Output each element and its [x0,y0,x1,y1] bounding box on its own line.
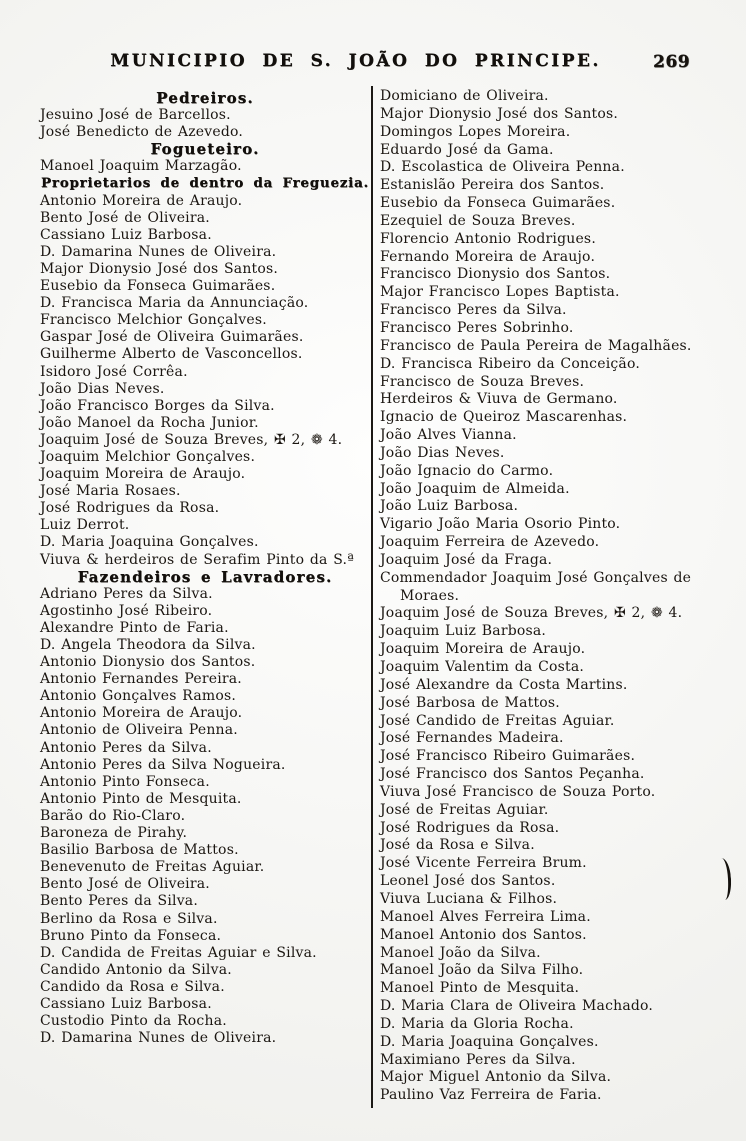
list-entry: Candido Antonio da Silva. [40,961,232,978]
list-entry: Antonio Peres da Silva Nogueira. [40,756,286,773]
page-title: MUNICIPIO DE S. JOÃO DO PRINCIPE. [110,51,601,71]
list-entry: D. Angela Theodora da Silva. [40,637,256,653]
list-entry: Joaquim Moreira de Araujo. [40,466,246,483]
list-entry: Eusebio da Fonseca Guimarães. [40,278,276,295]
list-entry: João Alves Vianna. [380,427,517,444]
list-entry: João Joaquim de Almeida. [380,480,570,497]
list-entry: João Ignacio do Carmo. [380,462,554,479]
list-entry: Eusebio da Fonseca Guimarães. [380,195,616,212]
list-entry: Bento José de Oliveira. [40,209,210,226]
ink-smudge-mark [718,858,732,901]
list-entry: D. Escolastica de Oliveira Penna. [380,159,625,176]
list-entry: Agostinho José Ribeiro. [40,602,213,619]
list-entry: Vigario João Maria Osorio Pinto. [380,516,621,533]
list-entry: Joaquim José da Fraga. [380,551,553,568]
list-entry: Major Dionysio José dos Santos. [380,105,619,122]
list-entry: Custodio Pinto da Rocha. [40,1013,227,1030]
list-entry: Candido da Rosa e Silva. [40,978,225,995]
list-entry: José Fernandes Madeira. [380,730,564,747]
list-entry: João Manoel da Rocha Junior. [40,414,259,431]
list-entry: D. Damarina Nunes de Oliveira. [40,1030,277,1047]
list-entry: Manoel Pinto de Mesquita. [380,980,580,997]
list-entry: D. Maria da Gloria Rocha. [380,1015,574,1032]
list-entry: José Barbosa de Mattos. [380,694,560,711]
list-entry: Antonio Gonçalves Ramos. [40,688,237,705]
list-entry: Major Miguel Antonio da Silva. [380,1069,612,1086]
list-entry: Francisco Melchior Gonçalves. [40,312,267,329]
page-number: 269 [653,52,690,72]
list-entry: Antonio de Oliveira Penna. [40,722,238,739]
list-entry: Bento Peres da Silva. [40,893,198,910]
list-entry: Francisco Peres da Silva. [380,302,567,319]
list-entry: Cassiano Luiz Barbosa. [40,995,212,1012]
list-entry: Ezequiel de Souza Breves. [380,212,576,229]
list-entry: Jesuino José de Barcellos. [40,107,231,124]
list-entry: Paulino Vaz Ferreira de Faria. [380,1087,602,1104]
list-entry: José Vicente Ferreira Brum. [380,855,587,872]
list-entry: Francisco Dionysio dos Santos. [380,266,611,283]
list-entry: Major Dionysio José dos Santos. [40,260,279,277]
list-entry: Commendador Joaquim José Gonçalves de Moraes. [380,569,692,604]
list-entry: Luiz Derrot. [40,517,130,534]
list-entry: Manoel Alves Ferreira Lima. [380,908,591,925]
list-entry: Bruno Pinto da Fonseca. [40,927,222,944]
list-entry: Isidoro José Corrêa. [40,363,188,380]
list-entry: José de Freitas Aguiar. [380,801,549,818]
list-entry: Antonio Pinto de Mesquita. [40,790,242,807]
list-entry: Francisco Peres Sobrinho. [380,319,574,336]
list-entry: Manoel Antonio dos Santos. [380,926,587,943]
column-divider-rule [371,86,373,1108]
list-entry: Antonio Pinto Fonseca. [40,773,210,790]
list-entry: Joaquim José de Souza Breves, ✠ 2, ❁ 4. [380,605,683,622]
list-entry: José Alexandre da Costa Martins. [380,676,628,693]
list-entry: Joaquim Valentim da Costa. [380,659,585,675]
list-entry: Baroneza de Pirahy. [40,825,188,842]
list-entry: Francisco de Paula Pereira de Magalhães. [380,337,692,354]
list-entry: Major Francisco Lopes Baptista. [380,284,620,301]
list-entry: José Francisco Ribeiro Guimarães. [380,748,636,765]
list-entry: Leonel José dos Santos. [380,873,556,890]
list-entry: Manoel João da Silva Filho. [380,962,584,979]
list-entry: D. Maria Joaquina Gonçalves. [380,1033,599,1050]
list-entry: Domingos Lopes Moreira. [380,123,571,140]
list-entry: Cassiano Luiz Barbosa. [40,226,212,243]
list-entry: José Candido de Freitas Aguiar. [380,712,615,729]
list-entry: D. Maria Joaquina Gonçalves. [40,534,259,551]
list-entry: Joaquim Melchior Gonçalves. [40,448,256,465]
list-entry: Viuva Luciana & Filhos. [380,890,558,907]
list-entry: Barão do Rio-Claro. [40,807,186,824]
list-entry: José Francisco dos Santos Peçanha. [380,766,645,783]
list-entry: João Dias Neves. [380,444,505,461]
list-entry: Adriano Peres da Silva. [40,585,213,602]
list-entry: Eduardo José da Gama. [380,141,554,158]
list-entry: Guilherme Alberto de Vasconcellos. [40,346,303,363]
list-entry: Antonio Moreira de Araujo. [40,705,243,722]
list-entry: João Luiz Barbosa. [380,498,519,515]
list-entry: Francisco de Souza Breves. [380,373,585,390]
list-entry: Viuva José Francisco de Souza Porto. [380,783,656,800]
list-entry: Ignacio de Queiroz Mascarenhas. [380,409,628,426]
section-heading: Proprietarios de dentro da Freguezia. [40,175,369,192]
list-entry: Alexandre Pinto de Faria. [40,619,229,636]
list-entry: D. Francisca Ribeiro da Conceição. [380,355,640,372]
section-heading: Fazendeiros e Lavradores. [77,567,333,586]
list-entry: José Benedicto de Azevedo. [40,124,244,141]
list-entry: Joaquim Ferreira de Azevedo. [380,534,600,551]
list-entry: Joaquim Luiz Barbosa. [380,623,547,640]
list-entry: Manoel Joaquim Marzagão. [40,158,242,175]
list-entry: D. Francisca Maria da Annunciação. [40,295,309,312]
list-entry: Joaquim José de Souza Breves, ✠ 2, ❁ 4. [40,431,343,448]
list-entry: Antonio Peres da Silva. [40,739,212,756]
list-entry: José Maria Rosaes. [40,483,181,500]
list-entry: Florencio Antonio Rodrigues. [380,230,596,247]
list-entry: João Francisco Borges da Silva. [40,397,275,414]
list-entry: Antonio Fernandes Pereira. [40,671,242,688]
list-entry: Viuva & herdeiros de Serafim Pinto da S.ª [40,551,355,568]
list-entry: Bento José de Oliveira. [40,876,210,893]
list-entry: Basilio Barbosa de Mattos. [40,842,239,859]
list-entry: D. Candida de Freitas Aguiar e Silva. [40,944,317,961]
list-entry: José da Rosa e Silva. [380,837,535,854]
section-heading: Fogueteiro. [150,140,260,159]
list-entry: Fernando Moreira de Araujo. [380,248,596,265]
list-entry: Joaquim Moreira de Araujo. [380,641,586,658]
list-entry: Gaspar José de Oliveira Guimarães. [40,329,304,346]
list-entry: Estanislão Pereira dos Santos. [380,177,605,194]
list-entry: Benevenuto de Freitas Aguiar. [40,859,265,876]
list-entry: João Dias Neves. [40,380,165,397]
left-column [40,90,370,1047]
list-entry: Antonio Dionysio dos Santos. [40,654,256,671]
list-entry: José Rodrigues da Rosa. [380,819,560,836]
list-entry: Manoel João da Silva. [380,944,541,961]
list-entry: D. Damarina Nunes de Oliveira. [40,243,277,260]
list-entry: Herdeiros & Viuva de Germano. [380,391,618,408]
list-entry: José Rodrigues da Rosa. [40,500,220,517]
list-entry: D. Maria Clara de Oliveira Machado. [380,998,654,1015]
section-heading: Pedreiros. [156,89,254,107]
right-column [380,88,714,1105]
list-entry: Berlino da Rosa e Silva. [40,910,218,927]
list-entry: Maximiano Peres da Silva. [380,1051,576,1068]
list-entry: Domiciano de Oliveira. [380,88,549,104]
list-entry: Antonio Moreira de Araujo. [40,192,243,209]
